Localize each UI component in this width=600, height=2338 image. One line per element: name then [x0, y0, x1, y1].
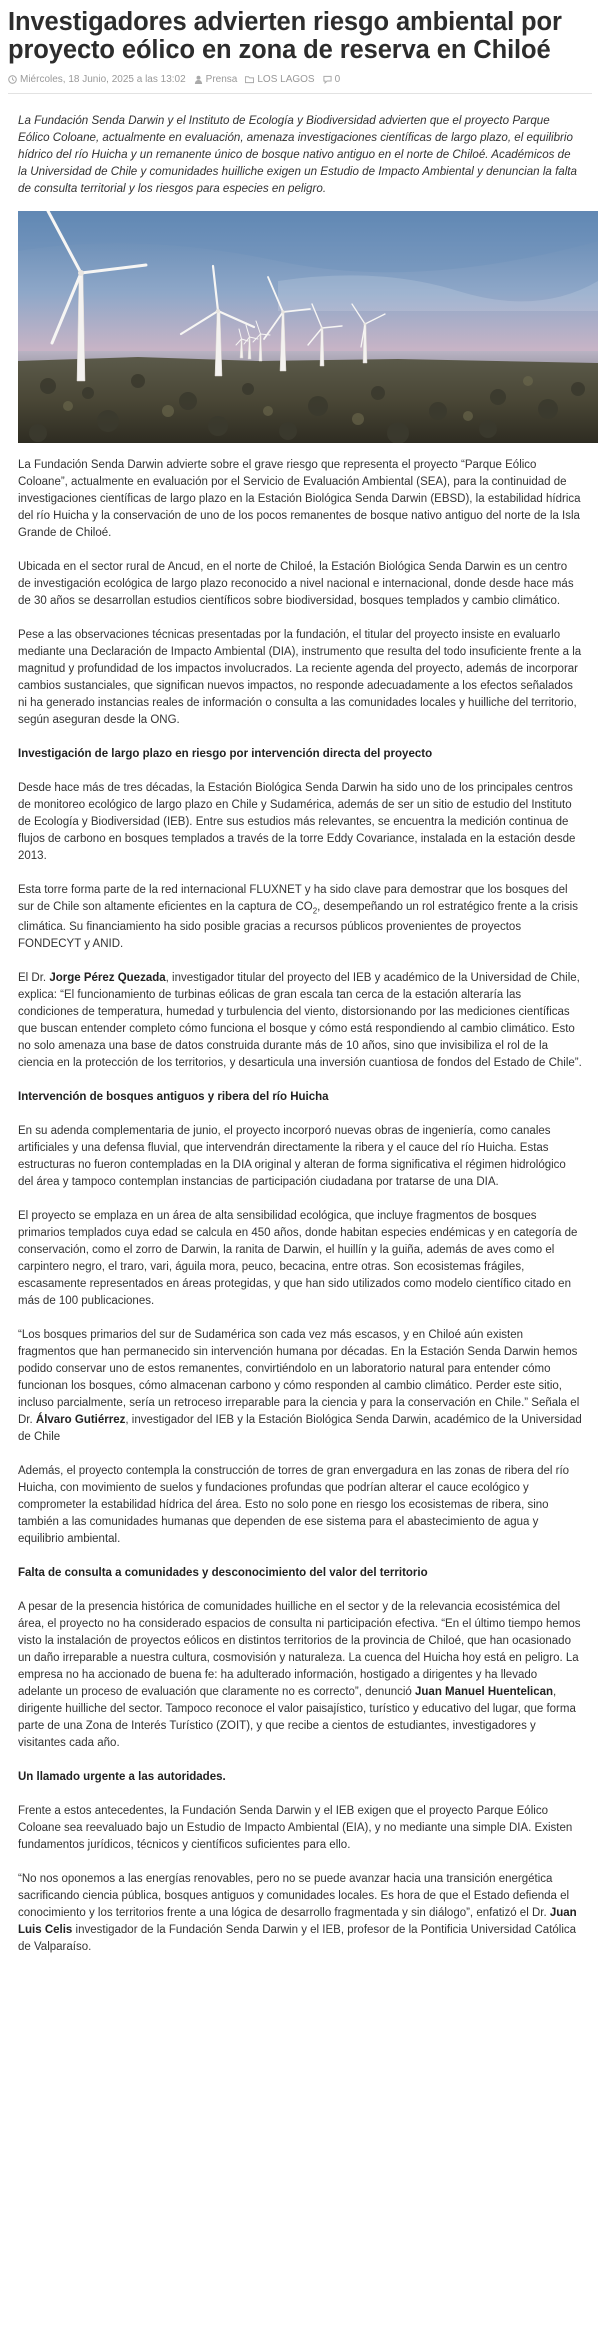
paragraph [18, 1871, 582, 1956]
paragraph-text: “No nos oponemos a las energías renovables, pero no se puede avanzar hacia una transición energética sacrificando ciencia pública, bosques antiguos y comunidades locales. Es hora de que el Estado defienda el conocimiento y los territorios frente a una lógica de desarrollo fragmentada y sin diálogo”, enfatizó el Dr. [18, 1873, 570, 1920]
wind-turbines-photo [18, 211, 598, 443]
meta-date [8, 74, 186, 85]
article-meta [8, 74, 592, 94]
meta-author[interactable] [194, 74, 238, 85]
section-heading: Intervención de bosques antiguos y ribera del río Huicha [18, 1091, 329, 1104]
subscript: 2 [312, 906, 318, 916]
meta-comments-link[interactable]: 0 [334, 74, 341, 85]
paragraph [18, 970, 582, 1072]
person-name: Juan Luis Celis [18, 1907, 577, 1937]
meta-date-text: Miércoles, 18 Junio, 2025 a las 13:02 [20, 74, 186, 85]
article-body [18, 457, 582, 1956]
paragraph-text: , investigador titular del proyecto del IEB y académico de la Universidad de Chile, explica: “El funcionamiento de turbinas eólicas de gran escala tan cerca de la estación alteraría las condiciones de temperatura, humedad y turbulencia del viento, distorsionando por las mediciones científicas que buscan entender completo cómo funciona el bosque y cómo está respondiendo al cambio climático. Esto no solo amenaza una base de datos construida durante más de 10 años, sino que invisibiliza el rol de la ciencia en la protección de los territorios, y desarticula una inversión cuantiosa de fondos del Estado de Chile”. [18, 972, 582, 1070]
comment-icon [323, 75, 332, 84]
meta-author-link[interactable]: Prensa [205, 74, 238, 85]
paragraph-text: Esta torre forma parte de la red internacional FLUXNET y ha sido clave para demostrar que los bosques del sur de Chile son altamente eficientes en la captura de CO [18, 884, 568, 913]
paragraph: Frente a estos antecedentes, la Fundación Senda Darwin y el IEB exigen que el proyecto Parque Eólico Coloane sea reevaluado bajo un Estudio de Impacto Ambiental (EIA), y no mediante una simple DIA. Existen fundamentos jurídicos, técnicos y científicos suficientes para ello. [18, 1805, 573, 1852]
paragraph: Ubicada en el sector rural de Ancud, en el norte de Chiloé, la Estación Biológica Senda Darwin es un centro de investigación ecológica de largo plazo reconocido a nivel nacional e internacional, donde desde hace más de 30 años se desarrollan estudios científicos sobre biodiversidad, bosques templados y cambio climático. [18, 561, 574, 607]
section-heading: Investigación de largo plazo en riesgo por intervención directa del proyecto [18, 748, 433, 760]
paragraph: Desde hace más de tres décadas, la Estación Biológica Senda Darwin ha sido uno de los principales centros de monitoreo ecológico de largo plazo en Chile y Sudamérica, además de ser un sitio de estudio del Instituto de Ecología y Biodiversidad (IEB). Entre sus estudios más relevantes, se encuentra la medición continua de flujos de carbono en bosques templados a través de la torre Eddy Covariance, instalada en la estación desde 2013. [18, 782, 576, 862]
meta-comments[interactable] [323, 74, 341, 85]
meta-category-link[interactable]: LOS LAGOS [257, 74, 315, 85]
folder-icon [245, 75, 254, 84]
person-name: Juan Manuel Huentelican [415, 1686, 554, 1699]
person-name: Jorge Pérez Quezada [49, 972, 166, 985]
user-icon [194, 75, 203, 84]
person-name: Álvaro Gutiérrez [35, 1414, 126, 1427]
article-lead: La Fundación Senda Darwin y el Instituto de Ecología y Biodiversidad advierten que el proyecto Parque Eólico Coloane, actualmente en evaluación, amenaza investigaciones científicas de largo plazo, el equilibrio hídrico del río Huicha y un remanente único de bosque nativo antiguo en el norte de Chiloé. Académicos de la Universidad de Chile y comunidades huilliche exigen un Estudio de Impacto Ambiental y denuncian la falta de consulta territorial y los riesgos para especies en peligro. [18, 114, 577, 195]
paragraph: En su adenda complementaria de junio, el proyecto incorporó nuevas obras de ingeniería, como canales artificiales y una defensa fluvial, que intervendrán directamente la ribera y el cauce del río Huicha. Estas estructuras no fueron contempladas en la DIA original y alteran de forma significativa el régimen hidrológico del área y tampoco contemplan instancias de participación ciudadana por tratarse de una DIA. [18, 1125, 566, 1189]
paragraph-text: , desempeñando un rol estratégico frente a la crisis climática. Su financiamiento ha sido posible gracias a recursos públicos provenientes de proyectos FONDECYT y ANID. [18, 901, 578, 951]
paragraph: Además, el proyecto contempla la construcción de torres de gran envergadura en las zonas de ribera del río Huicha, con movimiento de suelos y fundaciones profundas que podrían alterar el cauce ecológico y comprometer la estabilidad hídrica del área. Esto no solo pone en riesgo los ecosistemas de ribera, sino también a las comunidades humanas que dependen de ese sistema para el abastecimiento de agua y equilibrio ambiental. [18, 1465, 570, 1546]
paragraph-text: El Dr. [18, 972, 50, 985]
paragraph-text: , dirigente huilliche del sector. Tampoco reconoce el valor paisajístico, turístico y educativo del lugar, que forma parte de una Zona de Interés Turístico (ZOIT), y que recibe a cientos de estudiantes, investigadores y visitantes cada año. [18, 1686, 576, 1750]
section-heading: Falta de consulta a comunidades y desconocimiento del valor del territorio [18, 1567, 428, 1580]
section-heading: Un llamado urgente a las autoridades. [18, 1771, 226, 1784]
paragraph [18, 1327, 582, 1446]
paragraph-text: investigador de la Fundación Senda Darwin y el IEB, profesor de la Pontificia Universidad Católica de Valparaíso. [18, 1924, 577, 1954]
paragraph-text: “Los bosques primarios del sur de Sudamérica son cada vez más escasos, y en Chiloé aún existen fragmentos que han permanecido sin intervención humana por décadas. En la Estación Senda Darwin hemos podido conservar uno de estos remanentes, convirtiéndolo en un laboratorio natural para entender cómo funcionan los bosques, cómo almacenan carbono y cómo responden al cambio climático. Perder este sitio, incluso parcialmente, sería un retroceso irreparable para la ciencia y para la conservación en Chile.” Señala el Dr. [18, 1329, 580, 1427]
clock-icon [8, 75, 17, 84]
paragraph [18, 1599, 582, 1752]
paragraph: El proyecto se emplaza en un área de alta sensibilidad ecológica, que incluye fragmentos de bosques primarios templados cuya edad se calcula en 450 años, donde habitan especies endémicas y en categoría de conservación, como el zorro de Darwin, la ranita de Darwin, el huillín y la guiña, además de aves como el carpintero negro, el traro, vari, águila mora, peuco, becacina, entre otras. Son ecosistemas frágiles, escasamente representados en áreas protegidas, y que han sido utilizados como modelo científico citado en más de 100 publicaciones. [18, 1210, 578, 1308]
meta-category[interactable] [245, 74, 314, 85]
wind-turbines-illustration [18, 211, 598, 443]
article-title: Investigadores advierten riesgo ambiental por proyecto eólico en zona de reserva en Chiloé [8, 8, 562, 64]
paragraph-text: A pesar de la presencia histórica de comunidades huilliche en el sector y de la relevancia ecosistémica del área, el proyecto no ha considerado espacios de consulta ni participación efectiva. “En el último tiempo hemos visto la instalación de proyectos eólicos en distintos territorios de la provincia de Chiloé, que han ocasionado un daño irreparable a nuestra cultura, cosmovisión y naturaleza. La cuenca del Huicha hoy está en peligro. La empresa no ha accionado de buena fe: ha adulterado información, hostigado a dirigentes y ha llevado adelante un proceso de evaluación que claramente no es correcto”, denunció [18, 1601, 581, 1699]
paragraph: Pese a las observaciones técnicas presentadas por la fundación, el titular del proyecto insiste en evaluarlo mediante una Declaración de Impacto Ambiental (DIA), instrumento que resulta del todo insuficiente frente a la magnitud y profundidad de los impactos involucrados. La reciente agenda del proyecto, además de incorporar cambios sustanciales, que significan nuevos impactos, no responde adecuadamente a los efectos señalados ni ha generado instancias reales de información o consulta a las comunidades locales y huilliche del territorio, según aseguran desde la ONG. [18, 629, 582, 726]
paragraph-text: , investigador del IEB y la Estación Biológica Senda Darwin, académico de la Universidad de Chile [18, 1414, 582, 1444]
paragraph: La Fundación Senda Darwin advierte sobre el grave riesgo que representa el proyecto “Parque Eólico Coloane”, actualmente en evaluación por el Servicio de Evaluación Ambiental (SEA), para la continuidad de investigaciones científicas de largo plazo en la Estación Biológica Senda Darwin (EBSD), la estabilidad hídrica del río Huicha y la conservación de uno de los pocos remanentes de bosque nativo antiguo del norte de la Isla Grande de Chiloé. [18, 459, 581, 539]
paragraph [18, 882, 582, 953]
